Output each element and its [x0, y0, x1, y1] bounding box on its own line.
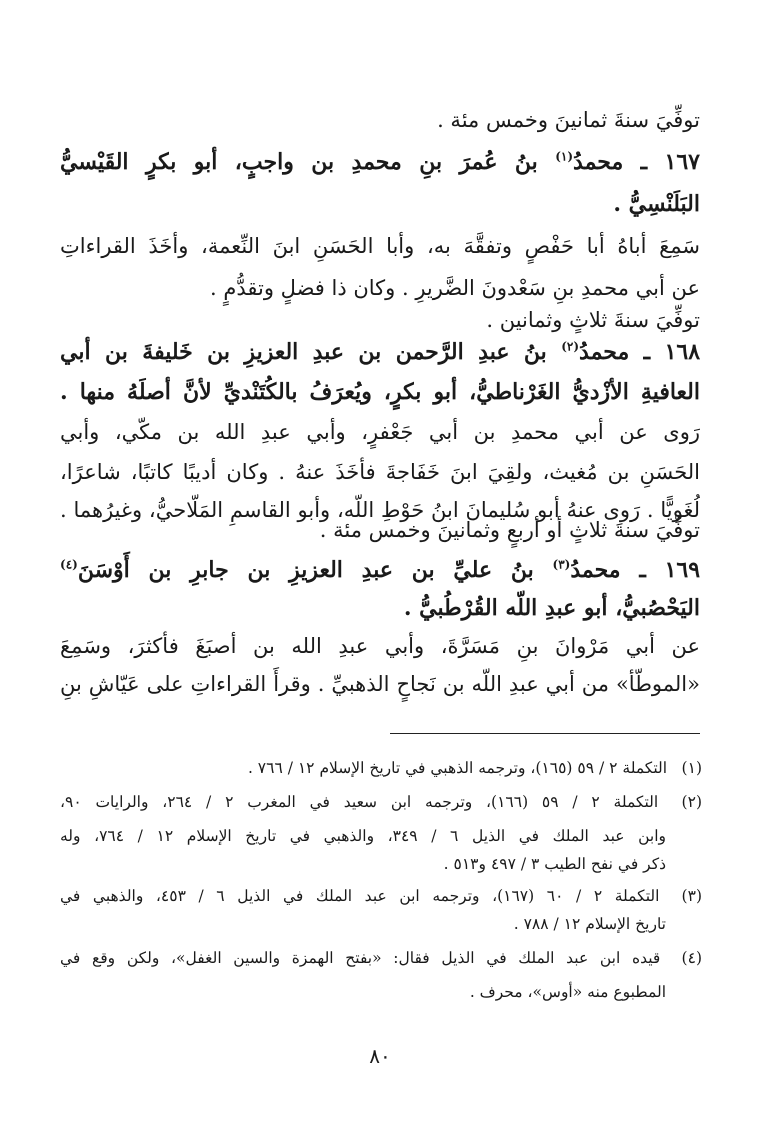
footnote-2-cont: وابن عبد الملك في الذيل ٦ / ٣٤٩، والذهبي في تاريخ الإسلام ١٢ / ٧٦٤، وله: [60, 827, 666, 845]
footnote-number: (٢): [681, 793, 702, 811]
entry-169-heading: ١٦٩ ـ محمدُ$^{(٣)}$ بنُ عليِّ بن عبدِ العزيزِ بن جابرِ بن أَوْسَنَ$^{(٤)}$: [60, 557, 700, 583]
entry-167-heading-cont: البَلَنْسِيُّ .: [613, 191, 700, 217]
footnote-ref-3: (٣): [552, 557, 571, 572]
text-line: رَوى عن أبي محمدِ بن أبي جَعْفرٍ، وأبي عبدِ الله بن مكّي، وأبي: [60, 420, 700, 444]
footnote-3: (٣) التكملة ٢ / ٦٠ (١٦٧)، وترجمه ابن عبد الملك في الذيل ٦ / ٤٥٣، والذهبي في: [60, 883, 702, 911]
entry-168-heading-cont: العافيةِ الأزْديُّ الغَرْناطيُّ، أبو بكرٍ، ويُعرَفُ بالكُتَنْديِّ لأنَّ أصلَهُ منها .: [60, 379, 700, 405]
footnote-4-cont: المطبوع منه «أوس»، محرف .: [469, 983, 666, 1001]
footnote-2-cont: ذكر في نفح الطيب ٣ / ٤٩٧ و٥١٣ .: [443, 855, 666, 873]
text-line: توفِّيَ سنةَ ثمانينَ وخمس مئة .: [437, 108, 700, 132]
text-line: عن أبي مَرْوانَ بنِ مَسَرَّةَ، وأبي عبدِ الله بن أصبَغَ فأكثرَ، وسَمِعَ: [60, 634, 700, 658]
footnote-separator: [390, 733, 700, 734]
footnote-number: (٤): [681, 949, 702, 967]
entry-168-heading: ١٦٨ ـ محمدُ$^{(٢)}$ بنُ عبدِ الرَّحمن بن عبدِ العزيزِ بن خَليفةَ بن أبي: [60, 339, 700, 365]
footnote-number: (٣): [681, 887, 702, 905]
text-line: عن أبي محمدِ بنِ سَعْدونَ الضَّريرِ . وكان ذا فضلٍ وتقدُّمٍ .: [210, 276, 700, 300]
footnote-ref-2: (٢): [561, 339, 580, 354]
entry-169-heading-cont: اليَحْصُبيُّ، أبو عبدِ اللّه القُرْطُبيُّ .: [403, 595, 700, 621]
footnote-ref-4: (٤): [60, 557, 78, 572]
footnote-1: (١) التكملة ٢ / ٥٩ (١٦٥)، وترجمه الذهبي في تاريخ الإسلام ١٢ / ٧٦٦ .: [60, 755, 702, 783]
text-line: لُغَويًّا . رَوى عنهُ أبو سُليمانَ ابنُ حَوْطِ اللّه، وأبو القاسمِ المَلّاحيُّ، وغيرُهما .: [60, 498, 700, 522]
text-line: الحَسَنِ بن مُغيث، ولقِيَ ابنَ خَفَاجةَ فأخَذَ عنهُ . وكان أديبًا كاتبًا، شاعرًا،: [60, 460, 700, 484]
text-line: توفِّيَ سنةَ ثلاثٍ وثمانين .: [486, 308, 700, 332]
footnote-2: (٢) التكملة ٢ / ٥٩ (١٦٦)، وترجمه ابن سعيد في المغرب ٢ / ٢٦٤، والرايات ٩٠،: [60, 789, 702, 817]
page-number: ٨٠: [369, 1044, 391, 1068]
footnote-ref-1: (١): [555, 149, 574, 164]
footnote-4: (٤) قيده ابن عبد الملك في الذيل فقال: «بفتح الهمزة والسين الغفل»، ولكن وقع في: [60, 945, 702, 973]
footnote-3-cont: تاريخ الإسلام ١٢ / ٧٨٨ .: [513, 915, 666, 933]
text-line: توفِّيَ سنةَ ثلاثٍ أو أربعٍ وثمانينَ وخمس مئة .: [319, 518, 700, 542]
text-line: «الموطّأ» من أبي عبدِ اللّه بن نَجاحٍ الذهبيِّ . وقرأَ القراءاتِ على عَيّاشِ بنِ: [60, 672, 700, 696]
entry-167-heading: ١٦٧ ـ محمدُ$^{(١)}$ بنُ عُمرَ بنِ محمدِ بن واجبٍ، أبو بكرٍ القَيْسيُّ: [60, 149, 700, 175]
footnote-number: (١): [681, 759, 702, 777]
text-line: سَمِعَ أباهُ أبا حَفْصٍ وتفقَّهَ به، وأبا الحَسَنِ ابنَ النِّعمة، وأخَذَ القراءاتِ: [60, 234, 700, 258]
